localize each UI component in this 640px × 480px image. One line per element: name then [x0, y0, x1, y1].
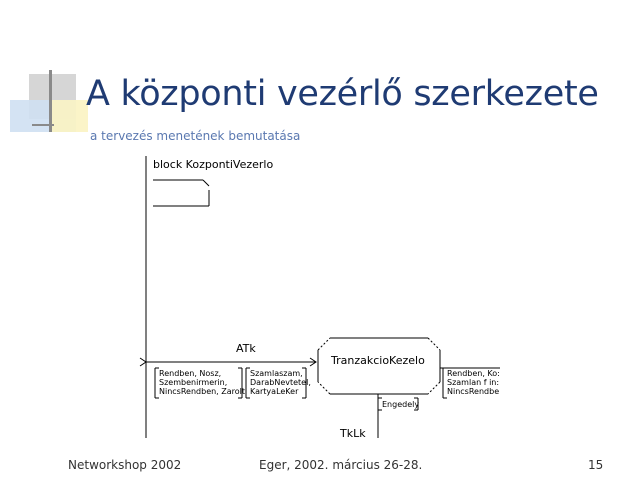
- footer-location-date: Eger, 2002. március 26-28.: [259, 458, 423, 472]
- signal-right-line-1: Rendben, Ko:: [447, 369, 500, 378]
- slide-title: A központi vezérlő szerkezete: [86, 74, 599, 114]
- signal-left-2-line-1: Szamlaszam,: [250, 369, 303, 378]
- channel-atk: [140, 358, 316, 366]
- channel-out-label: TkLk: [340, 427, 366, 440]
- signal-list-right: [443, 368, 500, 398]
- text-symbol: [153, 180, 209, 206]
- signal-left-2-line-3: KartyaLeKer: [250, 387, 299, 396]
- signal-engedely: Engedely: [382, 400, 420, 409]
- slide-subtitle: a tervezés menetének bemutatása: [90, 129, 301, 143]
- page-number: 15: [588, 458, 604, 472]
- signal-left-1-line-1: Rendben, Nosz,: [159, 369, 222, 378]
- signal-right-line-3: NincsRendbe: [447, 387, 500, 396]
- block-label: block KozpontiVezerlo: [153, 158, 274, 171]
- signal-right-line-2: Szamlan f in:: [447, 378, 500, 387]
- signal-list-left-1: [155, 368, 245, 398]
- signal-left-1-line-2: Szembenirmerin,: [159, 378, 228, 387]
- signal-left-2-line-2: DarabNevtetel,: [250, 378, 311, 387]
- channel-in-label: ATk: [236, 342, 256, 355]
- signal-list-left-2: [246, 368, 311, 398]
- signal-left-1-line-3: NincsRendben, Zarolt: [159, 387, 246, 396]
- process-label: TranzakcioKezelo: [331, 354, 425, 367]
- footer-event: Networkshop 2002: [68, 458, 182, 472]
